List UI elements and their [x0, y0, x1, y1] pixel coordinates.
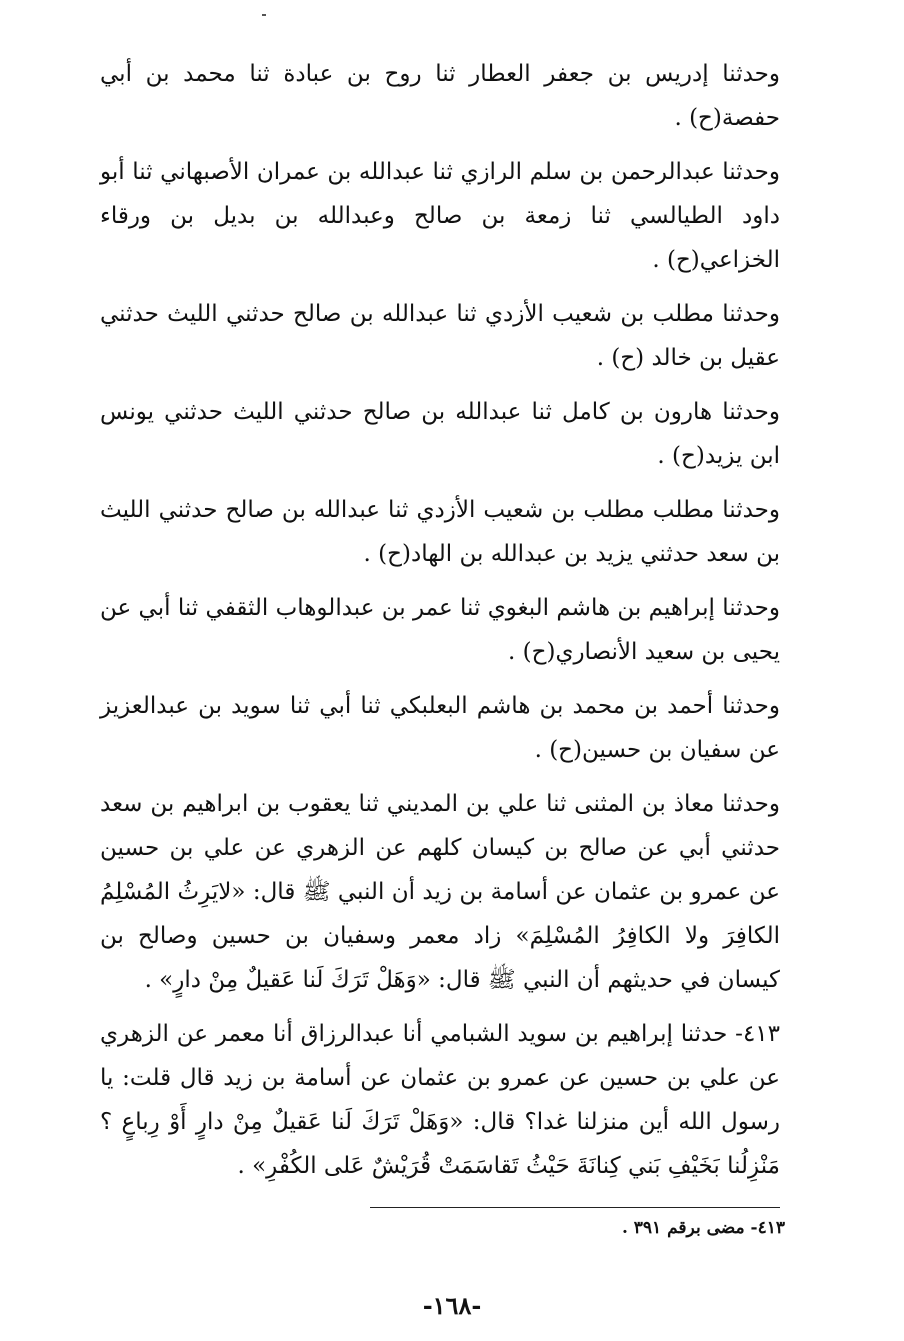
body-text	[100, 52, 780, 1198]
footnote-divider	[370, 1207, 780, 1208]
hadith-413-paragraph: ٤١٣- حدثنا إبراهيم بن سويد الشبامي أنا عبدالرزاق أنا معمر عن الزهري عن علي بن حسين عن عمرو بن عثمان عن أسامة بن زيد قال قلت: يا رسول الله أين منزلنا غدا؟ قال: «وَهَلْ تَرَكَ لَنا عَقيلٌ مِنْ دارٍ أَوْ رِباعٍ ؟ مَنْزِلُنا بَخَيْفِ بَني كِنانَةَ حَيْثُ تَقاسَمَتْ قُرَيْشٌ عَلى الكُفْرِ» .	[100, 1021, 780, 1179]
hadith-chain-paragraph: وحدثنا عبدالرحمن بن سلم الرازي ثنا عبدالله بن عمران الأصبهاني ثنا أبو داود الطيالسي ثنا زمعة بن صالح وعبدالله بن بديل بن ورقاء الخزاعي(ح) .	[100, 159, 780, 273]
page-number: -١٦٨-	[422, 1291, 482, 1320]
hadith-chain-paragraph: وحدثنا مطلب بن شعيب الأزدي ثنا عبدالله بن صالح حدثني الليث حدثني عقيل بن خالد (ح) .	[100, 301, 780, 371]
hadith-chain-paragraph: وحدثنا هارون بن كامل ثنا عبدالله بن صالح حدثني الليث حدثني يونس ابن يزيد(ح) .	[100, 399, 780, 469]
hadith-chain-paragraph: وحدثنا إدريس بن جعفر العطار ثنا روح بن عبادة ثنا محمد بن أبي حفصة(ح) .	[100, 61, 780, 131]
hadith-chain-paragraph: وحدثنا إبراهيم بن هاشم البغوي ثنا عمر بن عبدالوهاب الثقفي ثنا أبي عن يحيى بن سعيد الأنصاري(ح) .	[100, 595, 780, 665]
hadith-chain-paragraph: وحدثنا أحمد بن محمد بن هاشم البعلبكي ثنا أبي ثنا سويد بن عبدالعزيز عن سفيان بن حسين(ح) .	[100, 693, 780, 763]
hadith-chain-paragraph: وحدثنا مطلب مطلب بن شعيب الأزدي ثنا عبدالله بن صالح حدثني الليث بن سعد حدثني يزيد بن عبدالله بن الهاد(ح) .	[100, 497, 780, 567]
hadith-text-paragraph: وحدثنا معاذ بن المثنى ثنا علي بن المديني ثنا يعقوب بن ابراهيم بن سعد حدثني أبي عن صالح بن كيسان كلهم عن الزهري عن علي بن حسين عن عمرو بن عثمان عن أسامة بن زيد أن النبي ﷺ قال: «لايَرِثُ المُسْلِمُ الكافِرَ ولا الكافِرُ المُسْلِمَ» زاد معمر وسفيان بن حسين وصالح بن كيسان في حديثهم أن النبي ﷺ قال: «وَهَلْ تَرَكَ لَنا عَقيلٌ مِنْ دارٍ» .	[100, 791, 780, 993]
footnote: ٤١٣- مضى برقم ٣٩١ .	[621, 1218, 785, 1238]
scan-speck	[262, 14, 266, 16]
